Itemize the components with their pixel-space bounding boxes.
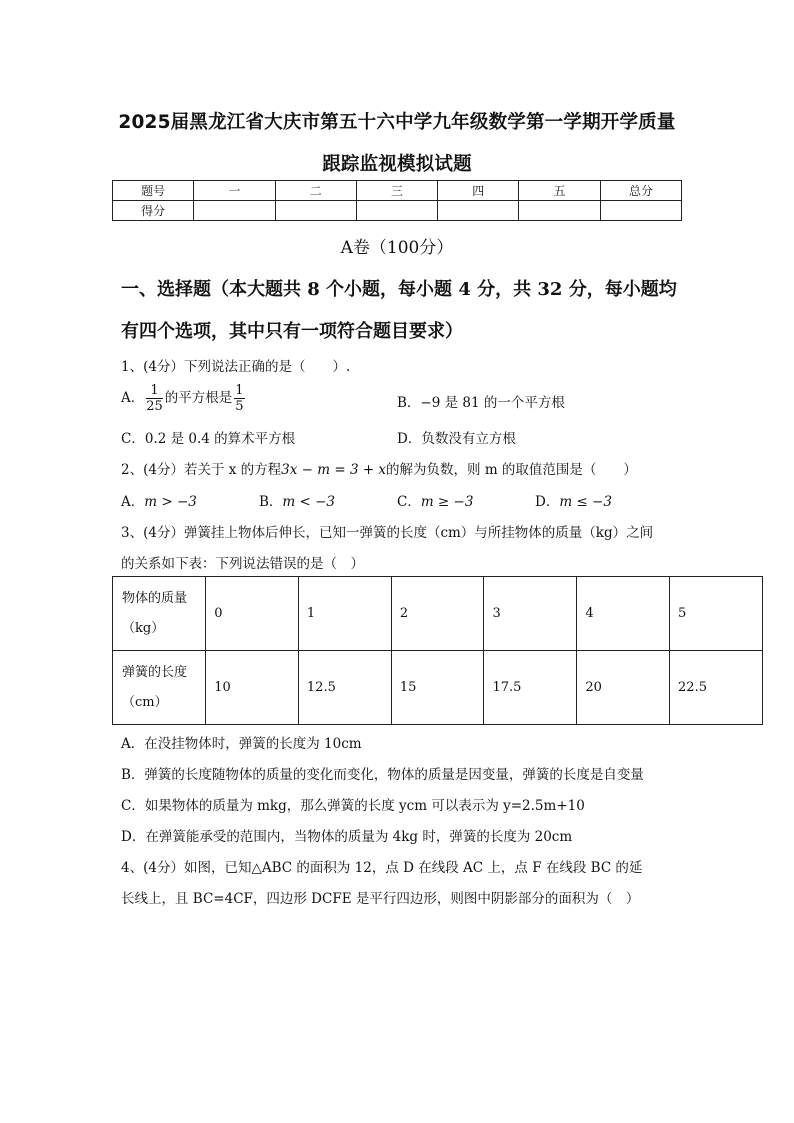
q1-option-a-label: A． (121, 390, 145, 406)
score-header-cell: 题号 (113, 181, 194, 201)
score-header-cell: 五 (519, 181, 600, 201)
q3-table-row-mass (113, 577, 763, 651)
fraction-denominator: 25 (146, 399, 163, 414)
q3-table-cell: 17.5 (484, 651, 577, 725)
q2-option-c (397, 490, 473, 510)
q2-stem-post: 的解为负数，则 m 的取值范围是（ ） (386, 462, 637, 478)
score-header-cell: 四 (438, 181, 519, 201)
exam-title-line1: 2025届黑龙江省大庆市第五十六中学九年级数学第一学期开学质量 (118, 112, 676, 133)
score-cell[interactable] (438, 201, 519, 221)
q3-table-cell: 20 (577, 651, 670, 725)
q1-option-d: D．负数没有立方根 (397, 431, 516, 447)
score-header-cell: 三 (356, 181, 437, 201)
score-header-cell: 总分 (600, 181, 681, 201)
q3-stem-line2: 的关系如下表：下列说法错误的是（ ） (121, 556, 364, 572)
fraction (234, 383, 244, 414)
q3-table-cell: 1 (298, 577, 391, 651)
q2-option-a (121, 490, 197, 510)
score-table-header-row (113, 181, 682, 201)
q3-table-cell: 3 (484, 577, 577, 651)
fraction-numerator: 1 (235, 383, 244, 398)
q3-table-cell: 15 (391, 651, 484, 725)
score-header-cell: 二 (275, 181, 356, 201)
q3-table-row-label (113, 651, 206, 725)
part1-heading-line2: 有四个选项，其中只有一项符合题目要求） (121, 321, 463, 342)
q2-option-a-label: A． (121, 494, 145, 510)
fraction-denominator: 5 (235, 399, 244, 414)
q4-stem-line1: 4、(4分）如图，已知△ABC 的面积为 12，点 D 在线段 AC 上，点 F 在线段 BC 的延 (121, 860, 643, 876)
q3-table-cell: 10 (206, 651, 299, 725)
q1-option-b: B．−9 是 81 的一个平方根 (397, 395, 565, 411)
q3-option-c: C．如果物体的质量为 mkg，那么弹簧的长度 ycm 可以表示为 y=2.5m+10 (121, 798, 585, 814)
q3-data-table (112, 576, 763, 725)
fraction-numerator: 1 (146, 383, 163, 399)
row-label-line: （cm） (122, 694, 168, 710)
q2-option-b (259, 490, 335, 510)
q2-stem-pre: 2、(4分）若关于 x 的方程 (121, 462, 282, 478)
q2-option-b-text: m < −3 (282, 494, 336, 510)
part1-heading-line1: 一、选择题（本大题共 8 个小题，每小题 4 分，共 32 分，每小题均 (121, 279, 677, 300)
q3-table-row-label (113, 577, 206, 651)
q4-stem-line2: 长线上，且 BC=4CF，四边形 DCFE 是平行四边形，则图中阴影部分的面积为（ ） (121, 891, 640, 907)
q3-option-a: A．在没挂物体时，弹簧的长度为 10cm (121, 736, 362, 752)
q2-option-d-text: m ≤ −3 (559, 494, 612, 510)
section-a-heading: A卷（100分） (340, 238, 454, 258)
q1-option-a-text: 的平方根是 (164, 390, 233, 406)
q3-table-cell: 4 (577, 577, 670, 651)
q3-table-cell: 22.5 (670, 651, 763, 725)
score-row-label: 得分 (113, 201, 194, 221)
q1-option-c: C．0.2 是 0.4 的算术平方根 (121, 431, 296, 447)
score-table (112, 180, 682, 221)
fraction (146, 383, 163, 414)
q1-option-a (121, 383, 247, 414)
q3-table-row-length (113, 651, 763, 725)
row-label-line: 物体的质量 (122, 590, 188, 606)
q3-table-cell: 12.5 (298, 651, 391, 725)
q3-table-cell: 2 (391, 577, 484, 651)
q2-option-c-label: C． (397, 494, 421, 510)
q3-stem-line1: 3、(4分）弹簧挂上物体后伸长，已知一弹簧的长度（cm）与所挂物体的质量（kg）之间 (121, 525, 654, 541)
q1-stem: 1、(4分）下列说法正确的是（ ）. (121, 359, 351, 375)
q2-option-b-label: B． (259, 494, 283, 510)
score-cell[interactable] (275, 201, 356, 221)
q2-stem (121, 458, 637, 478)
q2-option-a-text: m > −3 (144, 494, 197, 510)
q2-equation: 3x − m = 3 + x (281, 462, 387, 478)
score-header-cell: 一 (194, 181, 275, 201)
q2-option-c-text: m ≥ −3 (420, 494, 474, 510)
q2-option-d-label: D． (535, 494, 560, 510)
q2-option-d (535, 490, 612, 510)
q3-table-cell: 0 (206, 577, 299, 651)
exam-title-line2: 跟踪监视模拟试题 (322, 154, 472, 175)
q3-table-cell: 5 (670, 577, 763, 651)
row-label-line: （kg） (122, 620, 165, 636)
score-cell[interactable] (194, 201, 275, 221)
score-cell[interactable] (356, 201, 437, 221)
score-table-score-row (113, 201, 682, 221)
score-cell[interactable] (600, 201, 681, 221)
q3-option-b: B．弹簧的长度随物体的质量的变化而变化，物体的质量是因变量，弹簧的长度是自变量 (121, 767, 644, 783)
score-cell[interactable] (519, 201, 600, 221)
q3-option-d: D．在弹簧能承受的范围内，当物体的质量为 4kg 时，弹簧的长度为 20cm (121, 829, 573, 845)
row-label-line: 弹簧的长度 (122, 664, 188, 680)
